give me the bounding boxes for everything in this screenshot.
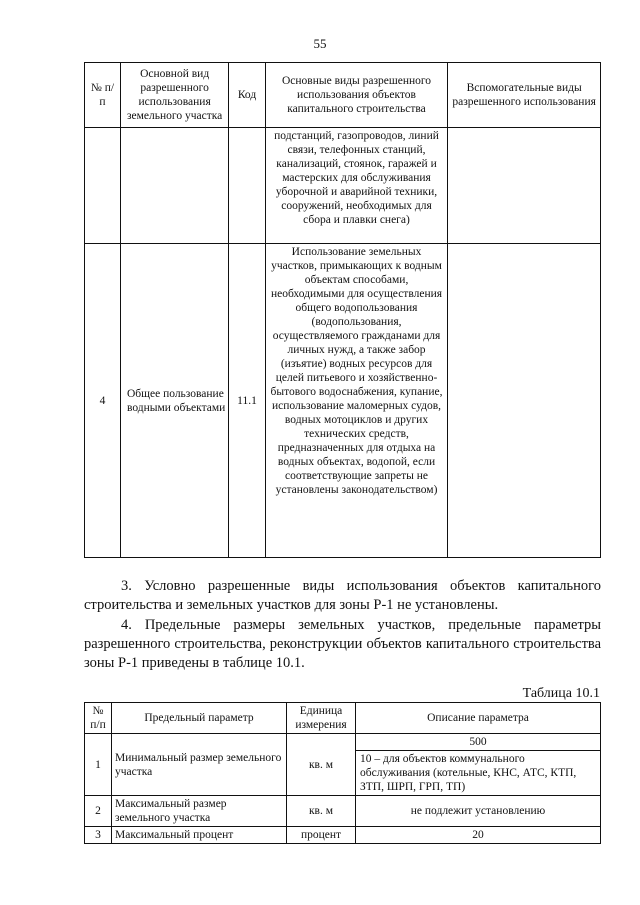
row4-num: 4 [85,244,121,558]
header-capital-types: Основные виды разрешенного использования объектов капитального строительства [265,63,448,128]
header-auxiliary-types: Вспомогательные виды разрешенного использования [448,63,601,128]
header-num: № п/п [85,703,112,734]
row-num: 2 [85,796,112,827]
page-number: 55 [313,36,327,51]
cell-empty [85,128,121,244]
header-main-type: Основной вид разрешенного использования земельного участка [120,63,228,128]
cell-empty [120,128,228,244]
row-num: 1 [85,734,112,796]
row-param: Максимальный размер земельного участка [112,796,287,827]
table-row [85,796,601,827]
row-desc: 20 [356,827,601,844]
table-row-4 [85,244,601,558]
table-row-continuation [85,128,601,244]
continuation-text: подстанций, газопроводов, линий связи, телефонных станций, канализаций, стоянок, гаражей и мастерских для обслуживания уборочной и аварийной техники, сооружений, необходимых для сбора и плавки снега) [265,128,448,244]
row4-code: 11.1 [229,244,265,558]
header-num: № п/п [85,63,121,128]
table-header-row [85,703,601,734]
row-unit: процент [287,827,356,844]
land-use-table [84,62,601,558]
header-desc: Описание параметра [356,703,601,734]
paragraph-3: 3. Условно разрешенные виды использования объектов капитального строительства и земельных участков для зоны Р-1 не установлены. [84,578,601,613]
row-desc: 500 [356,734,601,751]
parameters-table [84,702,601,844]
row4-auxiliary-types [448,244,601,558]
table-row [85,734,601,751]
table-row [85,827,601,844]
row-param: Максимальный процент [112,827,287,844]
cell-empty [448,128,601,244]
header-param: Предельный параметр [112,703,287,734]
row-unit: кв. м [287,734,356,796]
header-code: Код [229,63,265,128]
row-desc: не подлежит установлению [356,796,601,827]
table-caption: Таблица 10.1 [522,686,600,701]
table-header-row [85,63,601,128]
row-num: 3 [85,827,112,844]
row-desc: 10 – для объектов коммунального обслуживания (котельные, КНС, АТС, КТП, ЗТП, ШРП, ГРП, ТП) [356,751,601,796]
row4-capital-types: Использование земельных участков, примыкающих к водным объектам способами, необходимыми для осуществления общего водопользования (водопользования, осуществляемого гражданами для личных нужд, а также забор (изъятие) водных ресурсов для целей питьевого и хозяйственно-бытового водоснабжения, купание, использование маломерных судов, водных мотоциклов и других технических средств, предназначенных для отдыха на водных объектах, водопой, если соответствующие запреты не установлены законодательством) [265,244,448,558]
paragraph-4: 4. Предельные размеры земельных участков, предельные параметры разрешенного строительства, реконструкции объектов капитального строительства зоны Р-1 приведены в таблице 10.1. [84,617,601,671]
header-unit: Единица измерения [287,703,356,734]
cell-empty [229,128,265,244]
row-unit: кв. м [287,796,356,827]
row4-main-type: Общее пользование водными объектами [120,244,228,558]
row-param: Минимальный размер земельного участка [112,734,287,796]
